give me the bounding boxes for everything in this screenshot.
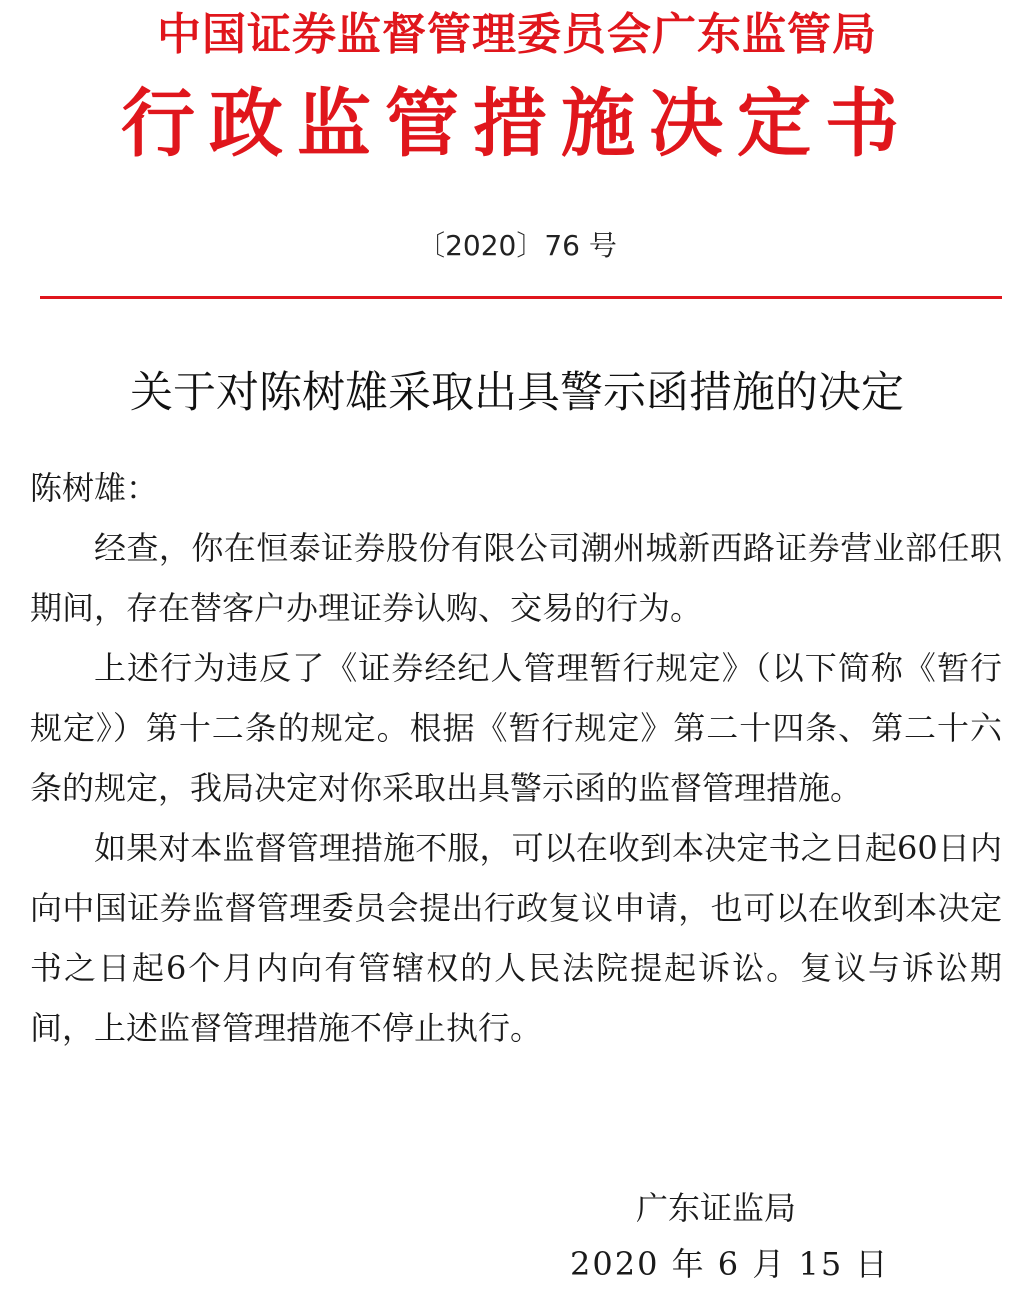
document-title: 关于对陈树雄采取出具警示函措施的决定 — [130, 368, 904, 418]
signature-org: 广东证监局 — [636, 1189, 797, 1227]
document-number: 〔2020〕76 号 — [417, 229, 617, 262]
paragraph-appeal-rights: 如果对本监督管理措施不服，可以在收到本决定书之日起60日内向中国证券监督管理委员会提出行政复议申请，也可以在收到本决定书之日起6个月内向有管辖权的人民法院提起诉讼。复议与诉讼期间，上述监督管理措施不停止执行。 — [30, 829, 1002, 1047]
document-type-heading: 行政监管措施决定书 — [121, 81, 913, 167]
paragraph-findings: 经查，你在恒泰证券股份有限公司潮州城新西路证券营业部任职期间，存在替客户办理证券认购、交易的行为。 — [30, 529, 1002, 627]
red-divider-line — [40, 296, 1002, 299]
document-body — [30, 458, 1002, 1058]
salutation: 陈树雄： — [30, 469, 159, 507]
signature-date: 2020 年 6 月 15 日 — [570, 1245, 890, 1283]
issuer-name: 中国证券监督管理委员会广东监管局 — [157, 9, 877, 60]
paragraph-violation: 上述行为违反了《证券经纪人管理暂行规定》（以下简称《暂行规定》）第十二条的规定。根据《暂行规定》第二十四条、第二十六条的规定，我局决定对你采取出具警示函的监督管理措施。 — [30, 649, 1002, 807]
